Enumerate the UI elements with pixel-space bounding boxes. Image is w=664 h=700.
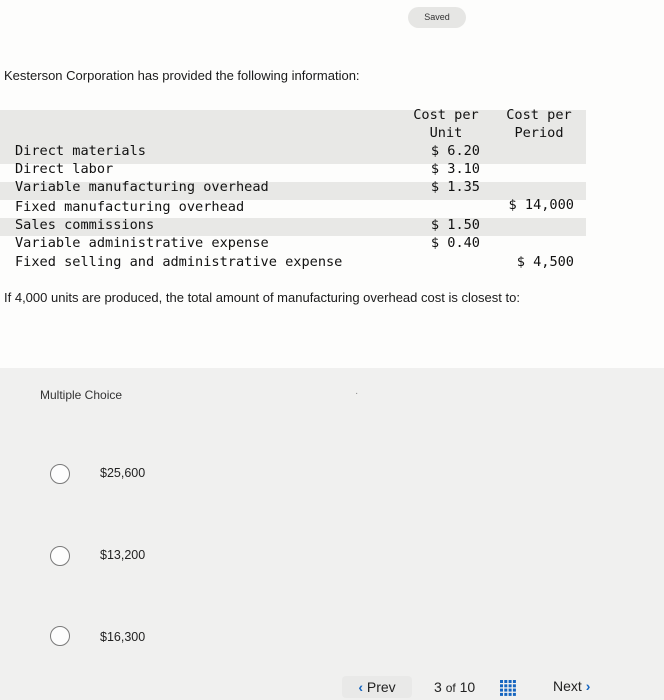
prev-button[interactable] [342,676,412,698]
multiple-choice-label: Multiple Choice [40,388,123,402]
page-indicator [434,679,475,695]
page-of: of [445,681,456,695]
unit-cost: $ 6.20 [430,143,480,159]
row-label: Fixed selling and administrative expense [15,254,343,270]
unit-cost: $ 0.40 [430,235,480,251]
chevron-right-icon: › [585,678,591,694]
period-cost: $ 14,000 [508,197,574,213]
col-header-unit-line2: Unit [429,125,463,141]
option-label[interactable]: $13,200 [100,548,146,562]
saved-status-badge: Saved [408,7,466,28]
cost-table [0,104,586,276]
current-page: 3 [434,679,442,695]
radio-button[interactable] [50,464,70,484]
col-header-period-line1: Cost per [506,107,572,123]
radio-button[interactable] [50,626,70,646]
row-label: Variable manufacturing overhead [15,179,269,195]
unit-cost: $ 1.35 [430,179,480,195]
col-header-unit-line1: Cost per [413,107,479,123]
decorative-dot: · [355,388,359,399]
multiple-choice-panel [0,368,664,700]
row-label: Direct labor [15,161,114,177]
col-header-period [496,106,582,142]
option-label[interactable]: $16,300 [100,630,146,644]
bottom-navigation [0,670,664,700]
next-label: Next [553,678,582,694]
col-header-unit [404,106,488,142]
question-text: If 4,000 units are produced, the total amount of manufacturing overhead cost is closest to: [4,290,520,305]
row-label: Variable administrative expense [15,235,269,251]
radio-button[interactable] [50,546,70,566]
unit-cost: $ 1.50 [430,217,480,233]
row-label: Direct materials [15,143,146,159]
total-pages: 10 [459,679,476,695]
row-label: Fixed manufacturing overhead [15,199,245,215]
unit-cost: $ 3.10 [430,161,480,177]
period-cost: $ 4,500 [516,254,574,270]
intro-text: Kesterson Corporation has provided the following information: [4,68,360,83]
col-header-period-line2: Period [514,125,564,141]
next-button[interactable] [553,678,590,694]
row-label: Sales commissions [15,217,155,233]
prev-label: Prev [366,679,396,695]
chevron-left-icon: ‹ [358,679,363,695]
grid-icon[interactable] [500,680,516,696]
option-label[interactable]: $25,600 [100,466,146,480]
